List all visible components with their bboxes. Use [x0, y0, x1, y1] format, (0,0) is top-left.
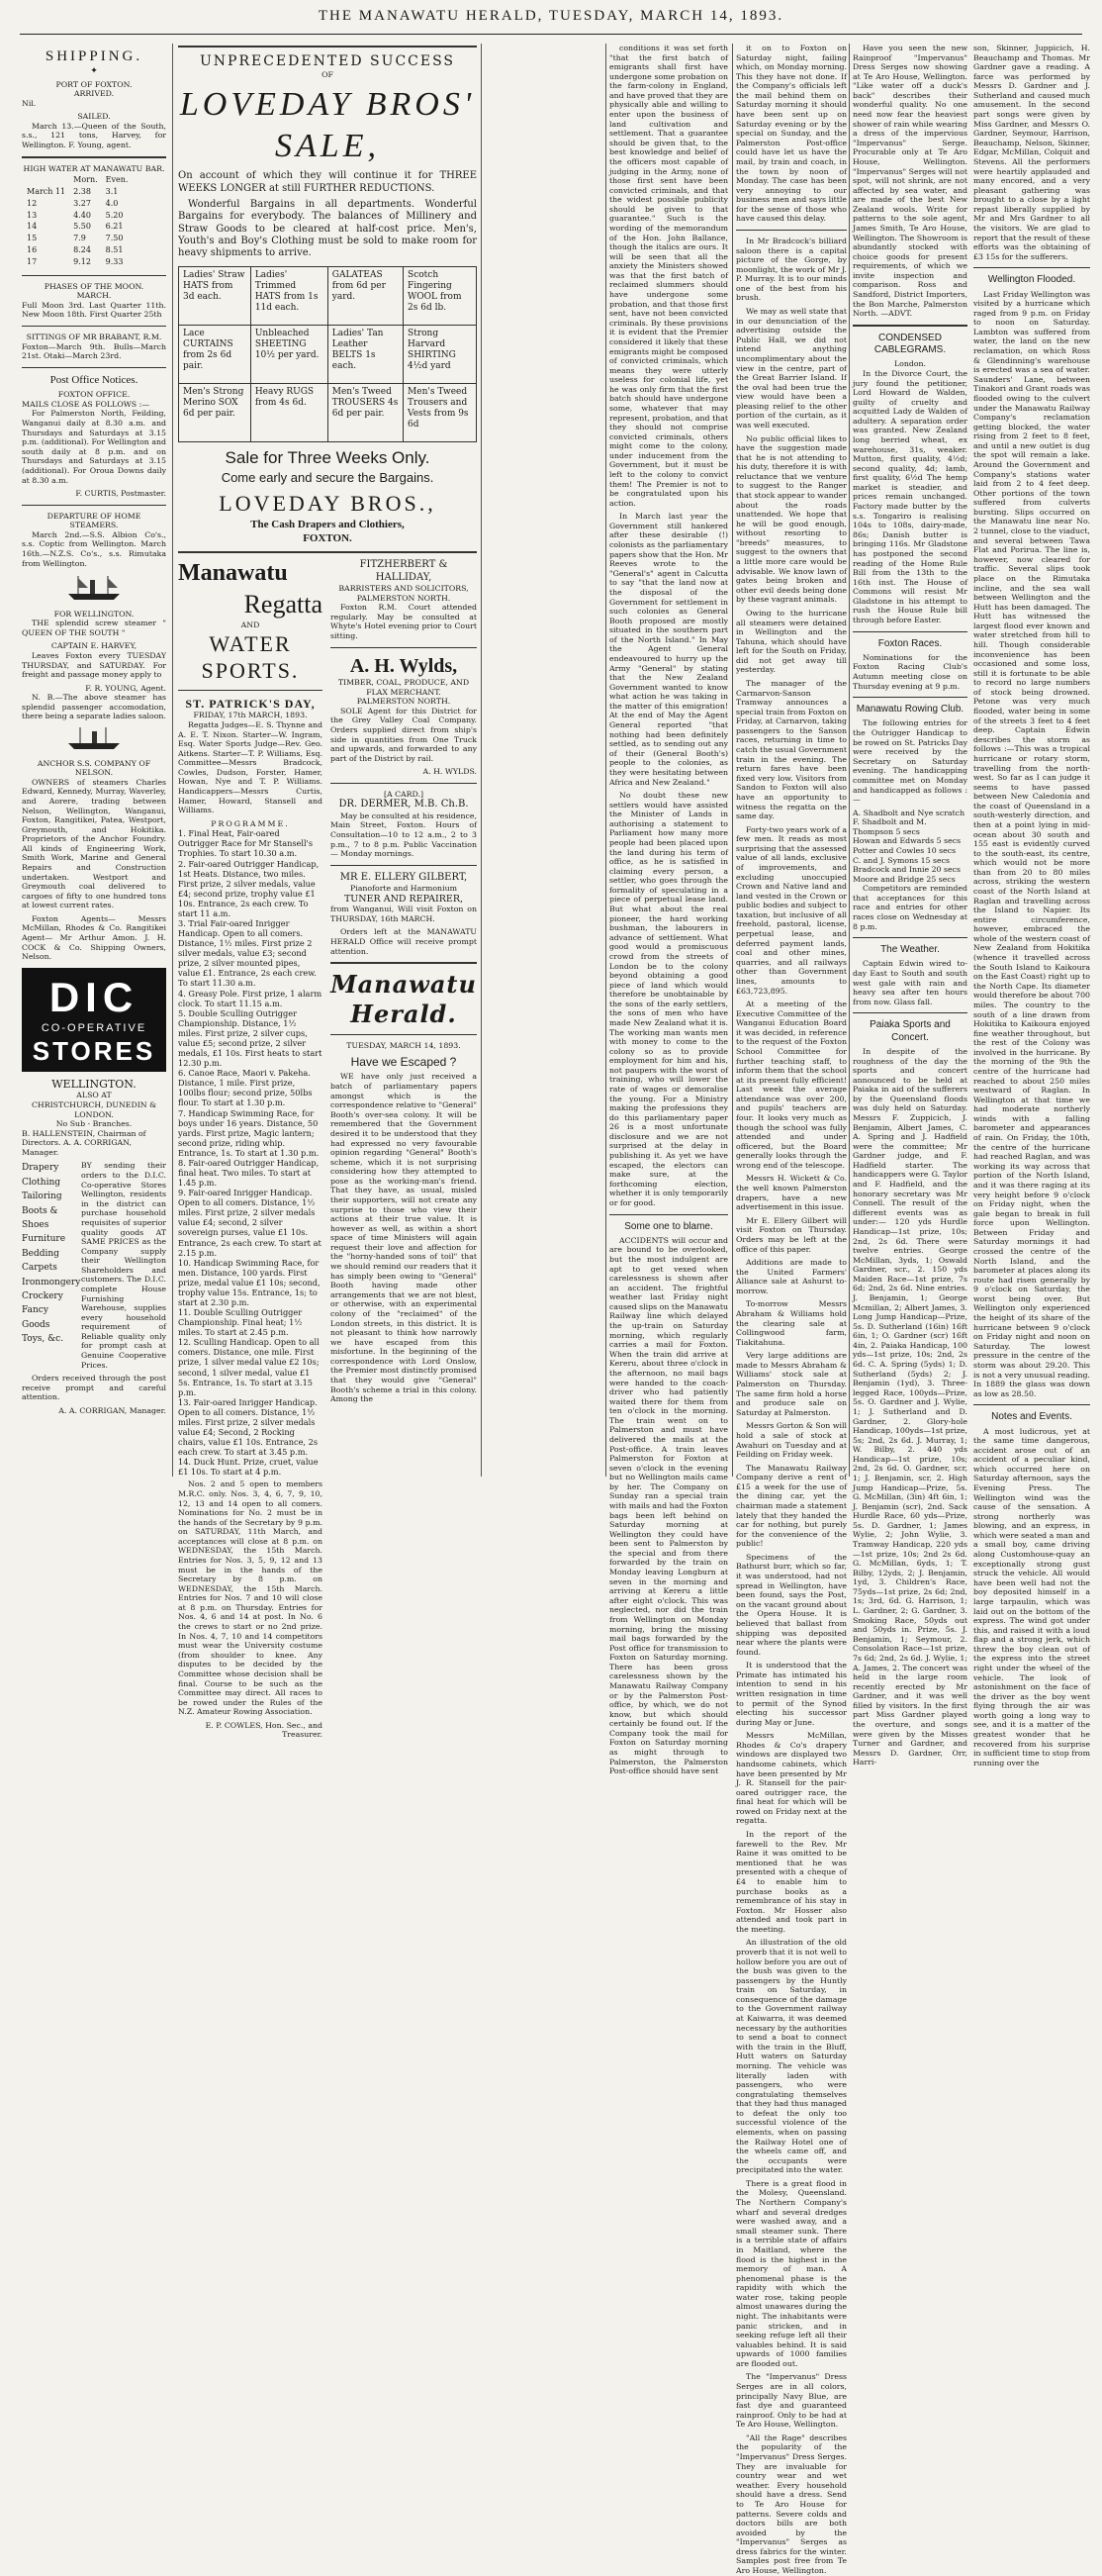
- dic-chairman: B. HALLENSTEIN, Chairman of Directors. A. A. CORRIGAN, Manager.: [22, 1128, 146, 1157]
- races-heading: Foxton Races.: [877, 637, 943, 649]
- sale-subheading: Come early and secure the Bargains.: [221, 470, 434, 486]
- divider: [178, 551, 477, 553]
- table-row: [24, 245, 131, 255]
- post-office-heading: FOXTON OFFICE.: [57, 390, 131, 400]
- table-cell: Unbleached SHEETING 10½ per yard.: [250, 325, 327, 383]
- table-cell: Ladies' Straw HATS from 3d each.: [179, 266, 251, 325]
- dermer-title: DR. DERMER, M.B. Ch.B.: [338, 799, 469, 811]
- dic-branches: CHRISTCHURCH, DUNEDIN & LONDON.: [31, 1100, 157, 1119]
- loveday-title: LOVEDAY BROS' SALE,: [179, 85, 476, 164]
- table-row: [24, 211, 131, 221]
- table-row: [24, 187, 131, 197]
- weather-heading: The Weather.: [880, 944, 940, 956]
- list-item: 4. Greasy Pole. First prize, 1 alarm clock. To start 11.15 a.m.: [178, 988, 322, 1008]
- table-cell: Men's Tweed Trousers and Vests from 9s 6d: [404, 383, 477, 441]
- table-cell: 9.33: [105, 256, 124, 266]
- divider: [330, 962, 477, 964]
- table-cell: 4.0: [105, 198, 119, 208]
- steamship-icon: [22, 572, 166, 606]
- table-cell: 16: [27, 245, 38, 255]
- lower-section: [178, 559, 477, 1740]
- sailed-heading: SAILED.: [77, 112, 111, 122]
- foxton-location: FOXTON.: [303, 531, 352, 544]
- divider: [853, 325, 967, 327]
- table-cell: Men's Tweed TROUSERS 4s 6d per pair.: [327, 383, 403, 441]
- table-cell: Lace CURTAINS from 2s 6d pair.: [179, 325, 251, 383]
- flood-heading: Wellington Flooded.: [987, 274, 1076, 286]
- column-shipping: [22, 44, 166, 1477]
- list-item: 2. Fair-oared Outrigger Handicap, 1st Heats. Distance, two miles. First prize, 2 silver medals, value £4; second prize, trophy value £1 10s. Entrance, 2s each crew. To start 11 a.m.: [178, 858, 320, 918]
- table-row: [24, 175, 131, 185]
- wylds-text: SOLE Agent for this District for the Grey Valley Coal Company. Orders supplied direct from ship's side in quantities from One Truck and upwards, and forwarded to any part of the District by rail.: [330, 706, 477, 763]
- paragraph: Very large additions are made to Messrs Abraham & Williams' stock sale at Palmerston on Thursday. The same firm hold a horse and produce sale on Saturday at Palmerston.: [736, 1351, 847, 1417]
- table-row: [24, 234, 131, 243]
- paragraph: Forty-two years work of a few men. It reads as most surprising that the assessed value of all lands, exclusive of improvements, and excluding unoccupied Crown and Native land and land vested in the Crown or public bodies and subject to taxation, but inclusive of all freehold, pastoral, license, perpetual lease, and deferred payment lands, coal and other mines, quarries, and all railways other than Government lines, amounts to £63,723,895.: [736, 824, 847, 996]
- divider: [22, 367, 166, 368]
- column-editorial: [609, 44, 728, 1776]
- paragraph: ACCIDENTS will occur and are bound to be overlooked, but the most indulgent are apt to get vexed when carelessness is shown after an accident. The frightful weather last Friday night caused slips on the Manawatu Railway line which delayed the up-train on Saturday morning, which regularly carries a mail for Foxton. When the train did arrive at Kereru, about three o'clock in the afternoon, no mail bags were handed to the coach-driver who had patiently waited there for them from ten o'clock in the morning. The train went on to Palmerston and must have delivered the mails at the Post-office. A train leaves Palmerston for Foxton at seven o'clock in the evening but no Wellington mails came by her. The Company on Sunday ran a special train with mails and had the Foxton bags been left behind on Saturday morning at Wellington they could have been sent to Palmerston by the special and from there forwarded by the train on Monday leaving Longburn at seven in the morning and arriving at Kereru a little after eight o'clock. This was neglected, nor did the train from Wellington on Monday morning, bring the missing mail bags forwarded by the Post office for transmission to Foxton on Saturday morning. There has been gross carelessness shown by the Manawatu Railway Company or by the Palmerston Post-office, by which, we do not know, but which should certainly be found out. If the Company took the mail for Foxton on Saturday morning as might through to Palmerston, the Palmerston Post-office should have sent: [609, 1235, 728, 1776]
- escaped-heading: Have we Escaped ?: [350, 1054, 457, 1069]
- paragraph: In despite of the roughness of the day the sports and concert announced to be held at Paiaka in aid of the sufferers by the Queensland floods was duly held on Saturday. Messrs F. Zuppicich, J. Benjamin, Albert James, C. A. Spring and J. Hadfield were the committee; Mr Gardner judge, and F. Hadfield starter. The handicappers were G. Taylor and F. Hadfield, and the honorary secretary was Mr Connell. The result of the different events was as under:— 120 yds Hurdle Handicap—1st prize, 10s; 2nd, 2s 6d. There were twelve entries. George McMillan, 3yds, 1; Oswald Gardner, scr., 2. 150 yds Maiden Race—1st prize, 7s 6d; 2nd, 2s 6d. Nine entries. J. Benjamin, 1; George Mcmillan, 2; Albert James, 3. Long Jump Handicap—Prize, 5s. D. Sutherland (16in) 16ft 6in, 1; O. Gardner (scr) 16ft 4in, 2. Paiaka Handicap, 100 yds—1st prize, 10s; 2nd, 2s 6d. C. A. Spring (5yds) 1; D. Sutherland (5yds) 2; J. Benjamin (1yd), 3. Three-legged Race, 100yds—Prize, 5s. O. Gardner and J. Wylie, 1; J. Sutherland and D. Gardner, 2. Glory-hole Handicap, 100yds—1st prize, 5s; 2nd, 2s 6d. J. Murray, 1; W. Bilby, 2. 440 yds Handicap—1st prize, 10s; 2nd, 2s 6d. O. Gardner, scr, 1; J. Benjamin, scr, 2. High Jump Handicap—Prize, 5s. G. McMillan, (3in) 4ft 6in, 1; J. Benjamin (scr), 2nd. Sack Hurdle Race, 60 yds—Prize, 5s. D. Gardner, 1; James Wylie, 2; John Wylie, 3. Tramway Handicap, 220 yds—1st prize, 10s; 2nd 2s 6d. G. McMillan, 6yds, 1; T. Bilby, 12yds, 2; J. Benjamin, 1yd, 3. Children's Race, 75yds—1st prize, 2s 6d; 2nd, 1s; 3rd, 6d. G. Harrison, 1; L. Gardner, 2; G. Gardner, 3. Smoking Race, 50yds out and 50yds in. Prize, 5s. J. Benjamin, 1; Seymour, 2. Consolation Race—1st prize, 7s 6d; 2nd, 2s 6d. J. Wylie, 1; A. James, 2. The concert was held in the large room recently erected by Mr Gardner, and it was well filled by visitors. In the first part Miss Gardner played the overture, and songs were given by the Misses Turner and Gardner, and Messrs D. Gardner, Orr, Harri-: [853, 1046, 967, 1767]
- list-item: Carpets: [22, 1263, 57, 1274]
- divider: [736, 230, 847, 231]
- table-row: [179, 266, 477, 325]
- mails-text: For Palmerston North, Feilding, Wanganui daily at 8.30 a.m. and Thursdays and Saturdays at 3.15 p.m. (additional). For Wellington and south daily at 8 p.m. and on Thursdays and Saturdays at 3.15 (additional). For Oroua Downs daily at 8.30 a.m.: [22, 409, 166, 485]
- table-cell: 5.20: [105, 210, 124, 220]
- fitzherbert-title: FITZHERBERT & HALLIDAY,: [359, 559, 448, 583]
- fitzherbert-text: Foxton R.M. Court attended regularly. May be consulted at Whyte's Hotel evening prior to Court sitting.: [330, 603, 477, 640]
- paragraph: A most ludicrous, yet at the same time dangerous, accident arose out of an accident of a peculiar kind, which occurred here on Saturday afternoon, says the Evening Press. The Wellington wind was the cause of the sensation. A strong northerly was blowing, and an express, in which were seated a man and a small boy, came driving along Customhouse-quay an exceptionally strong gust struck the vehicle. All would have been well had not the boy deposited himself in a large tarpaulin, which was laid out on the bottom of the express. The wind got under this, and raised it with a loud flap and a strong jerk, which threw the boy clean out of the express into the street right under the wheel of the vehicle. The look of astonishment on the face of the driver as the boy went flying through the air was worth going a long way to see, and it is a matter of the greatest wonder that he recovered from his surprise in sufficient time to stop from running over the: [973, 1426, 1090, 1767]
- card-heading: [A CARD.]: [383, 789, 424, 799]
- postmaster-sign: F. CURTIS, Postmaster.: [75, 489, 166, 499]
- list-item: Crockery: [22, 1290, 63, 1301]
- dic-logo-sub: CO-OPERATIVE: [41, 1022, 147, 1035]
- list-item: Thompson 5 secs: [853, 826, 920, 836]
- arrived-heading: ARRIVED.: [73, 89, 115, 99]
- dic-no-branches: No Sub - Branches.: [55, 1119, 133, 1129]
- paragraph: It is understood that the Primate has intimated his intention to send in his written resignation in time to permit of the Synod electing his successor during May or June.: [736, 1661, 847, 1727]
- news-subcolumn-right: [973, 44, 1090, 1767]
- table-row: [24, 199, 131, 209]
- dic-sign: A. A. CORRIGAN, Manager.: [58, 1405, 166, 1415]
- paragraph: Nominations for the Foxton Racing Club's Autumn meeting close on Thursday evening at 9 p.m.: [853, 652, 967, 691]
- paragraph: In March last year the Government still hankered after these desirable (!) colonists as the parliamentary papers show that the Hon. Mr Reeves wrote to the "General's" agent in Calcutta to say "that the land now at the disposal of the Government for settlement in such colonies as General Booth proposed are mostly situated in the southern part of the North Island." In May the Agent General endeavoured to hurry up the Army "General" by stating that the New Zealand Government wanted to know what action he was taking in the matter of this emigration! At the end of May the Agent General reported "that nothing had been definitely settled, as to sending out any of their (General Booth's) people to the colonies, as they were hesitating between Africa and New Zealand.": [609, 512, 728, 787]
- divider: [22, 505, 166, 506]
- divider: [330, 1034, 477, 1035]
- news-subcolumn-left: [853, 44, 967, 1767]
- table-cell: 3.27: [73, 198, 91, 208]
- queen-detail: Leaves Foxton every TUESDAY THURSDAY, and SATURDAY. For freight and passage money apply to: [22, 651, 166, 680]
- regatta-title-2: Regatta: [243, 589, 322, 619]
- divider: [330, 865, 477, 866]
- column-rule: [481, 44, 482, 1477]
- loveday-name: LOVEDAY BROS.,: [219, 491, 436, 517]
- divider: [330, 647, 477, 648]
- table-cell: 2.38: [73, 186, 91, 196]
- sittings-text: Foxton—March 9th. Bulls—March 21st. Otaki—March 23rd.: [22, 341, 166, 361]
- column-rule: [732, 44, 733, 1477]
- list-item: Clothing: [22, 1177, 61, 1188]
- paragraph: Competitors are reminded that acceptances for this race and entries for other races close on Wednesday at 8 p.m.: [853, 884, 967, 931]
- st-patricks-day: ST. PATRICK'S DAY,: [185, 696, 316, 711]
- list-item: Boots & Shoes: [22, 1205, 58, 1231]
- list-item: C. and J. Symons 15 secs: [853, 855, 950, 865]
- paragraph: The Manawatu Railway Company derive a rent of £15 a week for the use of the dining car, yet the chairman made a statement lately that they handed the car for nothing, but purely for the convenience of the public!: [736, 1463, 847, 1549]
- agent-sign: F. R. YOUNG, Agent.: [85, 683, 166, 693]
- shipping-heading: SHIPPING.: [45, 48, 143, 64]
- table-cell: Men's Strong Merino SOX 6d per pair.: [179, 383, 251, 441]
- programme-heading: PROGRAMME.: [211, 818, 290, 828]
- divider: [853, 697, 967, 698]
- table-cell: Ladies' Trimmed HATS from 1s 11d each.: [250, 266, 327, 325]
- table-row: [179, 383, 477, 441]
- column-local-news: [736, 44, 847, 2575]
- divider: [330, 783, 477, 784]
- anchor-agents: Foxton Agents— Messrs McMillan, Rhodes & Co. Rangitikei Agent— Mr Arthur Amon. J. H. COCK & Co. Shipping Owners, Nelson.: [22, 913, 166, 962]
- continue-text: On account of which they will continue it for THREE WEEKS LONGER at still FURTHER REDUCTIONS.: [178, 170, 477, 194]
- paragraph: Mr E. Ellery Gilbert will visit Foxton on Thursday. Orders may be left at the office of this paper.: [736, 1215, 847, 1254]
- cablegrams-heading: CONDENSED CABLEGRAMS.: [873, 332, 947, 356]
- regatta-date: FRIDAY, 17th MARCH, 1893.: [193, 711, 308, 720]
- captain-name: CAPTAIN E. HARVEY,: [50, 641, 138, 651]
- cash-drapers: The Cash Drapers and Clothiers,: [250, 519, 405, 531]
- london-heading: London.: [893, 359, 927, 369]
- regatta-notes: Nos. 2 and 5 open to members M.R.C. only. Nos. 3, 4, 6, 7, 9, 10, 12, 13 and 14 open to all comers. Nominations for No. 2 must be in the hands of the Secretary by 9 p.m. on SATURDAY, 11th March, and acceptances will close at 8 p.m. on WEDNESDAY, the 15th March. Entries for Nos. 3, 5, 9, 12 and 13 must be in the hands of the Secretary by 8 p.m. on WEDNESDAY, the 15th March. Entries for Nos. 7 and 10 will close at 8 p.m. on Thursday. Entries for Nos. 4, 6 and 14 at post. In No. 6 the crews to start or no 2nd prize. In Nos. 4, 7, 10 and 14 competitors must wear the University costume (from shoulder to knee. Any disputes to be decided by the Committee whose decision shall be final. Course to be such as the Committee may direct. All races to be rowed under the Rules of the N.Z. Amateur Rowing Association.: [178, 1479, 322, 1717]
- regatta-advert: [178, 559, 322, 1740]
- table-row: [24, 222, 131, 232]
- paragraph: conditions it was set forth "that the first batch of emigrants shall first have undergone some probation on the farm-colony in England, and have proved that they are physically able and willing to enter upon the business of land cultivation and settlement. That a guarantee should be given that, to the best knowledge and belief of the officers most capable of judging in the Army, none of those first sent have been convicted criminals, and that the widest possible publicity should be given to that guarantee." Such is the wording of the memorandum of the Hon. John Ballance, though the italics are ours. It will be seen that all the anxiety the Ministers showed was that the first batch of reclaimed slummers should have undergone some probation, and that those first sent, have not been convicted criminals. By these provisions it is evident that the Premier considered it likely that these emigrants might be composed of convicted criminals, which means they were utterly useless for colonial life, yet he was only firm that the first batch should have undergone some, whatever that may represent, probation, and that they should not comprise convicted criminals, others might come to the colony, under inducement from the Government, but it must be left to the colony to convict them! The Premier is not to be congratulated upon his action.: [609, 44, 728, 508]
- event-list: [178, 828, 322, 1477]
- table-cell: GALATEAS from 6d per yard.: [327, 266, 403, 325]
- column-rule: [849, 44, 850, 1477]
- paragraph: No public official likes to have the suggestion made that he is not attending to his duty, therefore it is with reluctance that we venture to suggest to the Ranger that stock appear to wander about the roads unattended. We hope that he will be good enough, without resorting to "breeds" measures, to suggest to the owners that a little more care would be advisable. We know lawn of gates being broken and other evil deeds being done by these vagrant animals.: [736, 433, 847, 605]
- list-item: Ironmongery: [22, 1277, 81, 1288]
- steamers-text: March 2nd.—S.S. Albion Co's., s.s. Coptic from Wellington. March 16th.—N.Z.S. Co's., s.s. Rimutaka from Wellington.: [22, 529, 166, 568]
- paragraph: Specimens of the Bathurst burr, which so far, it was understood, had not spread in Wellington, have been found, says the Post, on the vacant ground about the Opera House. It is believed that ballast from shipping was deposited near where the plants were found.: [736, 1552, 847, 1657]
- table-cell: 17: [27, 256, 38, 266]
- regatta-officials: Regatta Judges—E. S. Thynne and A. E. T. Nixon. Starter—W. Ingram, Esq. Water Sports Judge—Rev. Geo. Aitkens. Starter—T. P. Williams, Esq. Committee—Messrs Bradcock, Cowles, Dudson, Forster, Hamer, Howan, Nye and T. P. Williams. Handicappers—Messrs Curtis, Hamer, Howard, Stansell and Williams.: [178, 719, 322, 815]
- table-cell: Strong Harvard SHIRTING 4½d yard: [404, 325, 477, 383]
- list-item: 3. Trial Fair-oared Inrigger Handicap. Open to all comers. Distance, 1½ miles. First prize 2 silver medals, value £3; second prize, 2 silver mounted pipes, value £1. Entrance, 2s each crew. To start 11.30 a.m.: [178, 918, 317, 989]
- post-heading: Post Office Notices.: [49, 373, 138, 386]
- table-cell: Even.: [105, 175, 129, 185]
- table-cell: 14: [27, 222, 38, 232]
- moon-heading: PHASES OF THE MOON.: [44, 281, 144, 291]
- divider: [178, 690, 322, 691]
- herald-date: TUESDAY, MARCH 14, 1893.: [346, 1041, 461, 1051]
- wylds-title: A. H. Wylds,: [349, 654, 458, 677]
- table-cell: 7.50: [105, 234, 124, 243]
- table-cell: 7.9: [73, 234, 86, 243]
- paragraph: Have you seen the new Rainproof "Impervanus" Dress Serges now showing at Te Aro House, Wellington. "Like water off a duck's back" describes their wonderful quality. No one need now fear the heaviest shower of rain while wearing a dress of the impervious "Impervanus" Serge. Procurable only at Te Aro House, Wellington. "Impervanus" Serges will not spot, will not shrink, are not affected by sea water, and are made of the best New Zealand wools. Write for patterns to the sole agent, James Smith, Te Aro House, Wellington. The Showroom is abundantly stocked with choice goods for present requirements, of which we invite inspection and comparison. Ross and Sandford, District Importers, the Bon Marche, Palmerston North. —ADVT.: [853, 44, 967, 319]
- bargains-text: Wonderful Bargains in all departments. Wonderful Bargains for everybody. The balances of Millinery and Straw Goods to be cleared at half-cost price. Men's, Youth's and Boy's Clothing must be sold to make room for heavy shipments to arrive.: [178, 199, 477, 259]
- dic-text: BY sending their orders to the D.I.C. Co-operative Stores Wellington, residents in the district can purchase household requisites of superior quality goods AT SAME PRICES as the Company supply their Wellington Shareholders and customers. The D.I.C. complete House Furnishing Warehouse, supplies every household requirement of Reliable quality only for prompt cash at Genuine Cooperative Prices.: [81, 1161, 166, 1370]
- list-item: F. Shadbolt and M.: [853, 817, 927, 827]
- table-cell: 15: [27, 234, 38, 243]
- divider: [22, 156, 166, 158]
- table-cell: 13: [27, 210, 38, 220]
- list-item: 11. Double Sculling Outrigger Championship. Final heat; 1½ miles. To start at 2.45 p.m.: [178, 1307, 303, 1338]
- paragraph: The following entries for the Outrigger Handicap to be rowed on St. Patricks Day were received by the Secretary on Saturday evening. The handicapping committee met on Monday and handicapped as follows :—: [853, 718, 967, 805]
- paragraph: Last Friday Wellington was visited by a hurricane which raged from 9 p.m. on Friday to noon on Saturday. Lambton was suffered from water, the land on the new reclamation, on which Ross & Glendinning's warehouse is erected was a sea of water. Saunders' Lane, between Tinakori and Grant roads was flooded owing to the culvert under the Manawatu Railway Company's reclamation getting blocked, the water rising from 2 feet to 8 feet, and until a new outlet is dug the spot will remain a lake. Around the Government and Company's stations water laid from 2 to 4 feet deep. Other portions of the town suffered from culverts bursting. Slips occurred on the Manawatu line near No. 2 tunnel, close to the viaduct, and several between Tawa Flat and Porirua. The line is, however, now cleared for traffic. Several slips took place on the Rimutaka incline, and the sea wall between Wellington and the Hutt has been damaged. The Hutt has witnessed the largest flood ever known and water stretched from hill to hill. Though considerable inconvenience has been occasioned and some loss, still it is fortunate to be able to record no large numbers of stock being drowned. Petone was very much flooded, water being in some of the streets 3 feet to 4 feet deep. Captain Edwin describes the storm as follows :—This was a tropical hurricane or rotary storm, travelling from the north-west. So far as I can judge it seems to have passed between New Caledonia and the coast of Queensland in a south-westerly direction, and then at a point lying in mid-ocean about 30 south and 155 east is evidently curved to the south-east, its centre, which would not be more than from 20 to 80 miles across, striking the western coast of the North Island at Raglan and travelling across the Island to Napier. Its entire circumference, however, embraced the whole of the western coast of New Zealand from Hokitika (whence it travelled across the South Island to Kaikoura on the East Coast) right up to the North Cape. Its diameter would therefore be about 700 miles. The country to the south of a line drawn from Hokitika to Kaikoura enjoyed fine weather throughout, but the rest of the Colony was involved in the hurricane. By the morning of the 9th the centre of the hurricane had reached to about 250 miles westward of Raglan. In Wellington at that time we had moderate northerly winds with a falling barometer and appearances of rain. On Friday, the 10th, the centre of the hurricane had reached Raglan, and was working its way across that portion of the North Island, and it was there raging at its very height before 9 o'clock on Friday night, when the gale began to break in full force upon Wellington. Between Friday and Saturday mornings it had crossed the centre of the North Island, and the barometer at places along its route had risen generally by 9 o'clock on Saturday, the worst being over. But Wellington only experienced the height of its share of the hurricane between 9 o'clock on Friday night and noon on Saturday. The lowest pressure in the centre of the storm was about 29.20. This is not a very unusual reading. In 1889 the glass was down as low as 28.50.: [973, 289, 1090, 1398]
- table-cell: Ladies' Tan Leather BELTS 1s each.: [327, 325, 403, 383]
- list-item: 6. Canoe Race, Maori v. Pakeha. Distance, 1 mile. First prize, 100lbs flour; second prize, 50lbs flour. To start at 1.30 p.m.: [178, 1068, 313, 1108]
- list-item: Furniture: [22, 1234, 66, 1245]
- masthead: THE MANAWATU HERALD, TUESDAY, MARCH 14, 1893.: [318, 8, 784, 24]
- list-item: 9. Fair-oared Inrigger Handicap. Open to all comers. Distance, 1½ miles. First prize, 2 silver medals value £4; second, 2 silver sovereign purses, value £1 10s. Entrance, 2s each crew. To start at 2.15 p.m.: [178, 1188, 321, 1258]
- table-cell: 12: [27, 198, 38, 208]
- water-sports-title: WATER SPORTS.: [201, 630, 300, 683]
- dic-orders: Orders received through the post receive prompt and careful attention.: [22, 1374, 166, 1402]
- table-cell: 9.12: [73, 256, 91, 266]
- list-item: 5. Double Sculling Outrigger Championship. Distance, 1½ miles. First prize, 2 silver cups, value £5; second prize, 2 silver medals, £1 10s. First heats to start 12.30 p.m.: [178, 1007, 322, 1069]
- paragraph: To-morrow Messrs Abraham & Williams hold the clearing sale at Collingwood farm, Tiakitahuna.: [736, 1299, 847, 1347]
- dermer-text: May be consulted at his residence, Main Street, Foxton. Hours of Consultation—10 to 12 a.m., 2 to 3 p.m., 7 to 8 p.m. Public Vaccination — Monday mornings.: [330, 811, 477, 859]
- steamship-icon: [22, 725, 166, 755]
- moon-text: Full Moon 3rd. Last Quarter 11th. New Moon 18th. First Quarter 25th: [22, 300, 166, 320]
- anchor-heading: ANCHOR S.S. COMPANY OF NELSON.: [37, 758, 151, 778]
- wylds-city: PALMERSTON NORTH.: [356, 697, 451, 707]
- list-item: Bradcock and Innie 20 secs: [853, 865, 961, 875]
- escaped-text: WE have only just received a batch of parliamentary papers amongst which is the correspondence relative to "General" Booth's over-sea colony. It will be remembered that the Government desired it to be understood that they had expressed no very favourable opinion regarding "General" Booth's scheme, which it is not surprising considering how they attempted to pose as the working-man's friend. That they have, as usual, misled their supporters, will not create any surprise to those who view their actions at their true value. It is however as well, as within a short space of time Ministers will again request their love and affection for the "horny-handed sons of toil" that we should remind our readers that it has simply been owing to "General" Booth having made other arrangements that we are not blest, or otherwise, with an experimental colony of the "reclaimed" of the London streets, in this district. It is not pleasant to think how narrowly we have escaped from this misfortune. In the beginning of the correspondence with Lord Onslow, the Premier most distinctly promised that they would give "General" Booth's scheme a trial in this colony. Among the: [330, 1072, 477, 1404]
- gilbert-sub: Pianoforte and Harmonium: [350, 883, 457, 893]
- paragraph: Additions are made to the United Farmers' Alliance sale at Ashurst to-morrow.: [736, 1258, 847, 1295]
- list-item: 14. Duck Hunt. Prize, cruet, value £1 10s. To start at 4 p.m.: [178, 1457, 319, 1478]
- list-item: 13. Fair-oared Inrigger Handicap. Open to all comers. Distance, 1½ miles. First prize, 2 silver medals value £4; Second, 2 Rocking chairs, value £1 10s. Entrance, 2s each crew. To start at 3.45 p.m.: [178, 1396, 319, 1458]
- professional-cards: [330, 559, 477, 1740]
- divider: [973, 1404, 1090, 1405]
- table-cell: Heavy RUGS from 4s 6d.: [250, 383, 327, 441]
- list-item: Drapery: [22, 1163, 59, 1174]
- paragraph: At a meeting of the Executive Committee of the Wanganui Education Board it was decided, in reference to the request of the Foxton School Committee for further teaching staff, to inform them that the school at its present fully efficient! Last week the average attendance was over 200, and pupils' teachers are four. It looks very much as though the school was fully attended and under officered, but the Board generally looks through the wrong end of the telescope.: [736, 1000, 847, 1170]
- paragraph: Messrs H. Wickett & Co. the well known Palmerston drapers, have a new advertisement in this issue.: [736, 1174, 847, 1212]
- dic-city: WELLINGTON.: [51, 1077, 137, 1091]
- steamers-heading: DEPARTURE OF HOME STEAMERS.: [46, 511, 141, 530]
- table-cell: Morn.: [73, 175, 98, 185]
- sale-heading: Sale for Three Weeks Only.: [225, 447, 430, 467]
- divider: [853, 937, 967, 938]
- column-news: [853, 44, 1090, 1767]
- nb-text: N. B.—The above steamer has splendid passenger accomodation, there being a separate ladies saloon.: [22, 693, 166, 721]
- column-loveday-advert: [178, 44, 477, 1740]
- table-cell: 5.50: [73, 222, 91, 232]
- list-item: Tailoring: [22, 1192, 62, 1202]
- port-heading: PORT OF FOXTON.: [55, 79, 133, 89]
- table-cell: March 11: [27, 186, 66, 196]
- list-item: 1. Final Heat, Fair-oared Outrigger Race for Mr Stansell's Trophies. To start 10.30 a.m.: [178, 828, 314, 859]
- gilbert-text: from Wanganui, Will visit Foxton on THURSDAY, 16th MARCH.: [330, 905, 477, 923]
- rowing-heading: Manawatu Rowing Club.: [856, 704, 964, 716]
- tide-heading: HIGH WATER AT MANAWATU BAR.: [23, 163, 165, 173]
- table-cell: 6.21: [105, 222, 124, 232]
- table-cell: [24, 175, 68, 185]
- department-list: [22, 1161, 81, 1374]
- paragraph: An illustration of the old proverb that it is not well to hollow before you are out of the bush was given to the passengers by the Huntly train on Saturday, in consequence of the damage to the Government railway at Kaiwarra, it was deemed necessary by the authorities to send a boat to connect with the train in the Bluff, Hutt waters on Saturday morning. The vehicle was literally laden with passengers, who were congratulating themselves that they had thus managed to defeat the only too successful violence of the elements, when on passing the Railway Hotel one of the wheels came off, and the occupants were precipitated into the water.: [736, 1938, 847, 2175]
- list-item: Fancy Goods: [22, 1305, 50, 1330]
- paragraph: Owing to the hurricane all steamers were detained in Wellington and the Tahuna, which should have left for the South on Friday, did not get away till yesterday.: [736, 608, 847, 675]
- table-row: [24, 257, 131, 267]
- dic-logo-text: DIC: [48, 973, 139, 1020]
- paragraph: "All the Rage" describes the popularity of the "Impervanus" Dress Serges. They are invaluable for country wear and wet weather. Every household should have a dress. Send to Te Aro House for patterns. Severe colds and doctors bills are both avoided by the "Impervanus" Serges as dress fabrics for the winter. Samples post free from Te Aro House, Wellington.: [736, 2433, 847, 2575]
- blame-heading: Some one to blame.: [624, 1220, 713, 1232]
- masthead-rule: [20, 34, 1082, 35]
- list-item: Toys, &c.: [22, 1334, 64, 1345]
- paragraph: The "Impervanus" Dress Serges are in all colors, principally Navy Blue, are fast dye and guaranteed rainproof. Only to be had at Te Aro House, Wellington.: [736, 2372, 847, 2430]
- notes-heading: Notes and Events.: [991, 1411, 1072, 1423]
- paragraph: Messrs McMillan, Rhodes & Co's drapery windows are displayed two handsome cabinets, which have been presented by Mr J. R. Stansell for the pair-oared outrigger race, the final heat for which will be rowed on Friday next at the regatta.: [736, 1731, 847, 1826]
- column-rule: [172, 44, 173, 1477]
- gilbert-orders: Orders left at the MANAWATU HERALD Office will receive prompt attention.: [330, 927, 477, 956]
- regatta-title-1: Manawatu: [178, 560, 288, 587]
- divider: [853, 1012, 967, 1013]
- dic-logo-stores: STORES: [32, 1035, 156, 1066]
- rowing-list: [853, 809, 967, 885]
- of-text: OF: [321, 70, 333, 80]
- wylds-sub: TIMBER, COAL, PRODUCE, AND FLAX MERCHANT.: [337, 678, 470, 697]
- list-item: Potter and Cowles 10 secs: [853, 845, 957, 855]
- paragraph: Messrs Gorton & Son will hold a sale of stock at Awahuri on Tuesday and at Feilding on Friday week.: [736, 1421, 847, 1460]
- list-item: Bedding: [22, 1248, 59, 1259]
- regatta-sign: E. P. COWLES, Hon. Sec., and Treasurer.: [205, 1720, 322, 1740]
- paragraph: There is a great flood in the Molesy, Queensland. The Northern Company's wharf and several dredges were washed away, and a small steamer sunk. There is a terrible state of affairs in Maitland, where the flood is the highest in the memory of man. A phenomenal phase is the rapidity with which the water rose, taking people almost unawares during the night. The inhabitants were panic stricken, and in seeking refuge left all their valuables behind. It is said upwards of 1000 families are flooded out.: [736, 2178, 847, 2368]
- paragraph: son, Skinner, Juppicich, H. Beauchamp and Thomas. Mr Gardner gave a reading. A farce was performed by Messrs D. Gardner and J. Sutherland and caused much amusement. In the second part songs were given by Miss Gardner, and Messrs O. Gardner, Seymour, Harrison, Beauchamp, Nelson, Skinner, Edgar, McMillan, Colquit and Stevens. All the performers were heartily applauded and many encored, and a very pleasant gathering was brought to a close by a light repast liberally supplied by Mr and Mrs Gardner to all the visitors. We are glad to report that the result of these efforts was the obtaining of £3 15s for the sufferers.: [973, 44, 1090, 261]
- paragraph: No doubt these new settlers would have assisted the Minister of Lands in authorising a statement to Parliament how many more people had been placed upon the land during his term of office, as he is satisfied in claiming every person, a settler, who goes through the formality of speculating in a piece of perpetual lease land. But what about the real pioneer, the hard working bushman, the labourers in advance of settlement. What good would a promiscuous crowd from the streets of London be to the colony beyond obtaining a good piece of land which would therefore be unobtainable by the sons of the early settlers, the sons of men who have made New Zealand what it is. The working man wants men with money to come to the colony so as to provide employment for him and his, not paupers with the worst of training, who will lower the rate of wages or demoralise the young. For a Ministry making the professions they do this parliamentary paper 26 is a most unfortunate disclosure and we are not surprised at the delay in publishing it. As yet we have escaped, the electors can make sure, at the forthcoming election, whether it is only temporarily or for good.: [609, 791, 728, 1207]
- paragraph: Captain Edwin wired to-day East to South and south west gale with rain and heavy sea after ten hours from now. Glass fall.: [853, 959, 967, 1006]
- list-item: A. Shadbolt and Nye scratch: [853, 808, 965, 817]
- queen-text: THE splendid screw steamer " QUEEN OF THE SOUTH ": [22, 619, 166, 637]
- paragraph: In Mr Bradcock's billiard saloon there is a capital picture of the Gorge, by moonlight, the work of Mr J. P. Murray. It is to our minds one of the best from his brush.: [736, 236, 847, 303]
- divider: [609, 1214, 728, 1215]
- gilbert-title: MR E. ELLERY GILBERT,: [339, 871, 468, 883]
- dic-departments: [22, 1161, 166, 1374]
- sailed-text: March 13.—Queen of the South, s.s., 121 tons, Harvey, for Wellington. F. Young, agent.: [22, 121, 166, 149]
- divider: [178, 46, 477, 48]
- regatta-and: AND: [240, 620, 260, 629]
- ornament-icon: ✦: [90, 66, 98, 77]
- moon-month: MARCH.: [76, 291, 112, 301]
- gilbert-tuner: TUNER AND REPAIRER,: [343, 893, 464, 905]
- table-cell: 8.24: [73, 245, 91, 255]
- column-rule: [605, 44, 606, 1477]
- dic-logo: [22, 968, 166, 1072]
- fitzherbert-sub: BARRISTERS AND SOLICITORS, PALMERSTON NORTH.: [338, 584, 469, 603]
- dic-also: ALSO AT: [76, 1091, 112, 1100]
- arrived-text: Nil.: [22, 98, 37, 108]
- paragraph: We may as well state that in our denunciation of the advertising outside the Public Hall, we did not intend anything uncomplimentary about the view in the centre, part of the Great Barrier Island. If the oval had been true the view would have been a pleasing relief to the other portion of the curtain, as it was well executed.: [736, 307, 847, 429]
- list-item: 8. Fair-oared Outrigger Handicap, final heat. Two miles. To start at 1.45 p.m.: [178, 1157, 320, 1189]
- unprecedented-heading: UNPRECEDENTED SUCCESS: [199, 53, 456, 69]
- wylds-sign: A. H. WYLDS.: [422, 767, 477, 777]
- paragraph: In the report of the farewell to the Rev. Mr Raine it was omitted to be mentioned that he was presented with a cheque of £4 to enable him to purchase books as a remembrance of his stay in Foxton. Mr Hosser also attended and took part in the meeting.: [736, 1830, 847, 1934]
- list-item: 10. Handicap Swimming Race, for men. Distance, 100 yards. First prize, medal value £1 10s; second, trophy value 15s. Entrance, 1s; to start at 2.30 p.m.: [178, 1257, 321, 1307]
- divider: [973, 267, 1090, 268]
- paiaka-heading: Paiaka Sports and Concert.: [870, 1019, 951, 1043]
- paragraph: In the Divorce Court, the jury found the petitioner, Lord Howard de Walden, guilty of cruelty and acquitted Lady de Walden of adultery. A separation order was granted. New Zealand long berried wheat, ex warehouse, 31s, weaker. Mutton, first quality, 4½d; second quality, 4d; lamb, first quality, 6½d The hemp market is steadier, and prices remain unchanged. Factory made butter by the s.s. Tongariro is realising 104s to 108s, dairy-made, 86s; Danish butter is bringing 116s. Mr Gladstone has postponed the second reading of the Home Rule Bill from the 13th to the 16th inst. The House of Commons will resist Mr Gladstone in his attempt to rush the House Rule bill through before Easter.: [853, 368, 967, 624]
- tide-table: [22, 173, 133, 269]
- mails-heading: MAILS CLOSE AS FOLLOWS :—: [22, 399, 149, 409]
- sittings-heading: SITTINGS OF MR BRABANT, R.M.: [26, 333, 162, 342]
- anchor-text: OWNERS of steamers Charles Edward, Kennedy, Murray, Waverley, and Aorere, trading between Nelson, Wellington, Wanganui, Foxton, Rangitikei, Patea, Westport, Greymouth, and Hokitika. Proprietors of the Anchor Foundry. All kinds of Engineering Work, Smith Work, Marine and General Repairs and Construction undertaken. Westport and Greymouth coal delivered to cargoes of fifty to one hundred tons at lowest current rates.: [22, 777, 166, 910]
- paragraph: The manager of the Carmarvon-Sanson Tramway announces a special train from Foxton on Friday, at Carnarvon, taking passengers to the Sanson races, returning in time to catch the usual Government train in the evening. The return fares have been fixed very low. Visitors from Sandon to Foxton will also have an opportunity to witness the regatta on the same day.: [736, 679, 847, 821]
- list-item: Moore and Bridge 25 secs: [853, 874, 956, 884]
- herald-nameplate: Manawatu Herald.: [330, 970, 477, 1028]
- table-cell: Scotch Fingering WOOL from 2s 6d lb.: [404, 266, 477, 325]
- divider: [22, 275, 166, 276]
- list-item: 7. Handicap Swimming Race, for boys under 16 years. Distance, 50 yards. First prize, Magic lantern; second prize, riding whip. Entrance, 1s. To start at 1.30 p.m.: [178, 1107, 320, 1158]
- divider: [853, 631, 967, 632]
- table-cell: 3.1: [105, 186, 119, 196]
- table-cell: 4.40: [73, 210, 91, 220]
- divider: [22, 326, 166, 327]
- paragraph: it on to Foxton on Saturday night, failing which, on Monday morning. This they have not done. If the Company's officials left the mail behind them on Saturday morning it should have been sent up on Saturday evening or by the special on Sunday, and the Palmerston Post-office could have let us have the mail, by train and coach, in the town by noon of Monday. The case has been very annoying to our business men and says little for the sense of those who have caused this delay.: [736, 44, 847, 224]
- list-item: Howan and Edwards 5 secs: [853, 836, 962, 846]
- table-row: [179, 325, 477, 383]
- table-cell: 8.51: [105, 245, 124, 255]
- for-wellington-heading: FOR WELLINGTON.: [53, 609, 135, 619]
- list-item: 12. Sculling Handicap. Open to all comers. Distance, one mile. First prize, 1 silver medal value £2 10s; second, 1 silver medal, value £1 5s. Entrance, 1s. To start at 3.15 p.m.: [178, 1337, 320, 1397]
- bargains-grid: [178, 266, 477, 442]
